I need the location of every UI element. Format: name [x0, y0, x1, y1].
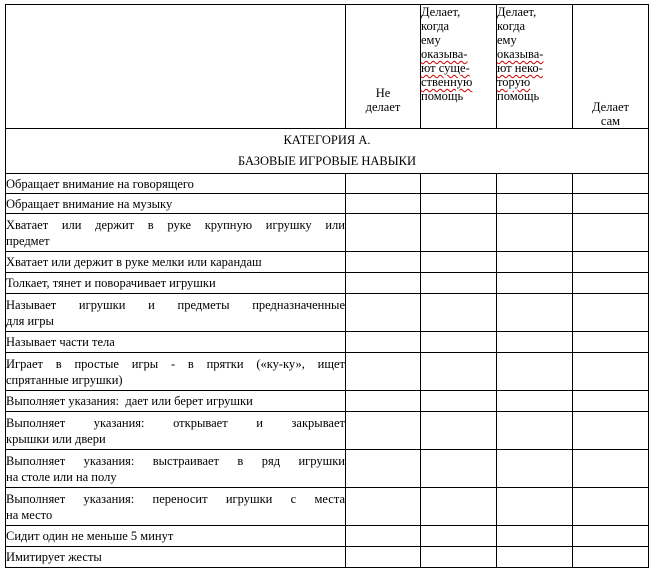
item-label: Называет игрушки и предметы предназначенные для игры	[6, 294, 346, 332]
answer-cell	[421, 214, 497, 252]
answer-cell	[573, 214, 649, 252]
answer-cell	[346, 273, 421, 294]
answer-cell	[421, 353, 497, 391]
answer-cell	[421, 332, 497, 353]
answer-cell	[573, 252, 649, 273]
answer-cell	[573, 412, 649, 450]
answer-cell	[573, 273, 649, 294]
category-subtitle: БАЗОВЫЕ ИГРОВЫЕ НАВЫКИ	[237, 154, 417, 168]
answer-cell	[573, 194, 649, 214]
header-blank-cell	[6, 5, 346, 129]
header-does-alone: Делает сам	[573, 5, 649, 129]
answer-cell	[346, 194, 421, 214]
header-some-help: Делает, когда ему оказыва- ют неко- торую помощь	[497, 5, 573, 129]
answer-cell	[346, 526, 421, 547]
item-label: Обращает внимание на говорящего	[6, 174, 346, 194]
answer-cell	[497, 294, 573, 332]
assessment-table	[5, 4, 649, 568]
answer-cell	[573, 526, 649, 547]
category-row	[6, 129, 649, 174]
answer-cell	[497, 450, 573, 488]
header-significant-help: Делает, когда ему оказыва- ют суще- ственную помощь	[421, 5, 497, 129]
answer-cell	[573, 450, 649, 488]
answer-cell	[497, 194, 573, 214]
table-row	[6, 294, 649, 332]
header-row	[6, 5, 649, 129]
answer-cell	[497, 526, 573, 547]
answer-cell	[497, 252, 573, 273]
table-row	[6, 174, 649, 194]
item-label: Имитирует жесты	[6, 547, 346, 568]
answer-cell	[346, 353, 421, 391]
answer-cell	[346, 294, 421, 332]
answer-cell	[421, 547, 497, 568]
table-row	[6, 450, 649, 488]
answer-cell	[421, 273, 497, 294]
answer-cell	[497, 547, 573, 568]
answer-cell	[573, 174, 649, 194]
item-label: Выполняет указания: выстраивает в ряд игрушки на столе или на полу	[6, 450, 346, 488]
answer-cell	[421, 294, 497, 332]
category-title: КАТЕГОРИЯ А.	[283, 133, 371, 147]
answer-cell	[346, 450, 421, 488]
item-label: Хватает или держит в руке мелки или карандаш	[6, 252, 346, 273]
answer-cell	[573, 294, 649, 332]
answer-cell	[573, 547, 649, 568]
answer-cell	[346, 547, 421, 568]
item-label: Выполняет указания: открывает и закрывает крышки или двери	[6, 412, 346, 450]
answer-cell	[497, 353, 573, 391]
answer-cell	[497, 488, 573, 526]
answer-cell	[346, 214, 421, 252]
answer-cell	[497, 391, 573, 412]
item-label: Называет части тела	[6, 332, 346, 353]
answer-cell	[573, 332, 649, 353]
answer-cell	[421, 174, 497, 194]
answer-cell	[346, 332, 421, 353]
answer-cell	[421, 252, 497, 273]
item-label: Толкает, тянет и поворачивает игрушки	[6, 273, 346, 294]
answer-cell	[497, 412, 573, 450]
table-row	[6, 273, 649, 294]
item-label: Играет в простые игры - в прятки («ку-ку», ищет спрятанные игрушки)	[6, 353, 346, 391]
table-row	[6, 252, 649, 273]
category-cell	[6, 129, 649, 174]
item-label: Сидит один не меньше 5 минут	[6, 526, 346, 547]
table-row	[6, 391, 649, 412]
answer-cell	[421, 526, 497, 547]
answer-cell	[497, 214, 573, 252]
answer-cell	[346, 412, 421, 450]
table-row	[6, 488, 649, 526]
item-label: Обращает внимание на музыку	[6, 194, 346, 214]
item-label: Хватает или держит в руке крупную игрушку или предмет	[6, 214, 346, 252]
item-label: Выполняет указания: переносит игрушки с места на место	[6, 488, 346, 526]
table-row	[6, 214, 649, 252]
answer-cell	[346, 174, 421, 194]
answer-cell	[497, 332, 573, 353]
header-not-doing: Не делает	[346, 5, 421, 129]
answer-cell	[573, 391, 649, 412]
answer-cell	[497, 174, 573, 194]
answer-cell	[421, 450, 497, 488]
item-label: Выполняет указания: дает или берет игрушки	[6, 391, 346, 412]
answer-cell	[421, 391, 497, 412]
answer-cell	[346, 488, 421, 526]
table-row	[6, 194, 649, 214]
answer-cell	[346, 252, 421, 273]
table-row	[6, 353, 649, 391]
answer-cell	[421, 488, 497, 526]
table-row	[6, 547, 649, 568]
answer-cell	[421, 194, 497, 214]
table-row	[6, 332, 649, 353]
answer-cell	[346, 391, 421, 412]
table-row	[6, 412, 649, 450]
table-row	[6, 526, 649, 547]
answer-cell	[497, 273, 573, 294]
answer-cell	[421, 412, 497, 450]
answer-cell	[573, 488, 649, 526]
answer-cell	[573, 353, 649, 391]
